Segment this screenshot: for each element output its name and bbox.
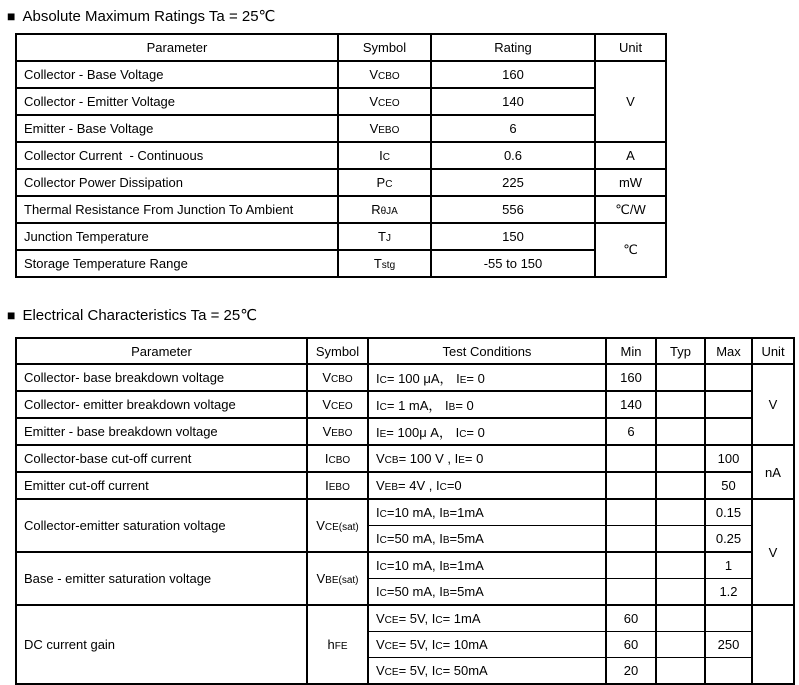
- unit-cell: ℃/W: [595, 196, 666, 223]
- parameter-cell: Collector-emitter saturation voltage: [16, 499, 307, 552]
- col-header-typ: Typ: [656, 338, 705, 364]
- test-conditions-cell: VEB= 4V , IC=0: [368, 472, 606, 499]
- parameter-cell: Collector Current - Continuous: [16, 142, 338, 169]
- electrical-characteristics-table: [15, 337, 795, 685]
- symbol-cell: VEBO: [338, 115, 431, 142]
- col-header-unit: Unit: [595, 34, 666, 61]
- typ-cell: [656, 364, 705, 391]
- col-header-symbol: Symbol: [307, 338, 368, 364]
- symbol-cell: VCE(sat): [307, 499, 368, 552]
- absolute-maximum-ratings-table: [15, 33, 667, 278]
- section-title-text: Absolute Maximum Ratings Ta = 25℃: [22, 8, 276, 25]
- rating-cell: 225: [431, 169, 595, 196]
- typ-cell: [656, 632, 705, 658]
- test-conditions-cell: VCE= 5V, IC= 1mA: [368, 605, 606, 632]
- min-cell: [606, 579, 656, 606]
- test-conditions-cell: VCB= 100 V , IE= 0: [368, 445, 606, 472]
- test-conditions-cell: IC=10 mA, IB=1mA: [368, 552, 606, 579]
- table-row: [16, 88, 666, 115]
- typ-cell: [656, 418, 705, 445]
- symbol-cell: hFE: [307, 605, 368, 684]
- table-row: [16, 61, 666, 88]
- col-header-symbol: Symbol: [338, 34, 431, 61]
- col-header-rating: Rating: [431, 34, 595, 61]
- typ-cell: [656, 579, 705, 606]
- table-row: [16, 605, 794, 632]
- max-cell: 0.15: [705, 499, 752, 526]
- parameter-cell: DC current gain: [16, 605, 307, 684]
- typ-cell: [656, 526, 705, 553]
- unit-cell: V: [595, 61, 666, 142]
- unit-cell: V: [752, 499, 794, 605]
- max-cell: 50: [705, 472, 752, 499]
- symbol-cell: IEBO: [307, 472, 368, 499]
- rating-cell: 556: [431, 196, 595, 223]
- unit-cell: V: [752, 364, 794, 445]
- table-row: [16, 223, 666, 250]
- table-row: [16, 391, 794, 418]
- test-conditions-cell: IC=50 mA, IB=5mA: [368, 579, 606, 606]
- col-header-unit: Unit: [752, 338, 794, 364]
- test-conditions-cell: VCE= 5V, IC= 50mA: [368, 658, 606, 685]
- parameter-cell: Base - emitter saturation voltage: [16, 552, 307, 605]
- table-row: [16, 472, 794, 499]
- parameter-cell: Junction Temperature: [16, 223, 338, 250]
- parameter-cell: Storage Temperature Range: [16, 250, 338, 277]
- parameter-cell: Emitter - Base Voltage: [16, 115, 338, 142]
- table-row: [16, 142, 666, 169]
- symbol-cell: ICBO: [307, 445, 368, 472]
- rating-cell: 6: [431, 115, 595, 142]
- symbol-cell: TJ: [338, 223, 431, 250]
- max-cell: [705, 658, 752, 685]
- symbol-cell: PC: [338, 169, 431, 196]
- parameter-cell: Collector- emitter breakdown voltage: [16, 391, 307, 418]
- max-cell: 0.25: [705, 526, 752, 553]
- typ-cell: [656, 499, 705, 526]
- test-conditions-cell: IC= 100 μA， IE= 0: [368, 364, 606, 391]
- section-title-absolute-maximum-ratings: [7, 7, 799, 25]
- col-header-test-conditions: Test Conditions: [368, 338, 606, 364]
- parameter-cell: Thermal Resistance From Junction To Ambient: [16, 196, 338, 223]
- bullet-square-icon: ■: [7, 307, 16, 323]
- rating-cell: -55 to 150: [431, 250, 595, 277]
- max-cell: 1: [705, 552, 752, 579]
- table-row: [16, 418, 794, 445]
- max-cell: 250: [705, 632, 752, 658]
- rating-cell: 140: [431, 88, 595, 115]
- table-row: [16, 499, 794, 526]
- table-row: [16, 364, 794, 391]
- test-conditions-cell: IE= 100μ A， IC= 0: [368, 418, 606, 445]
- symbol-cell: VCBO: [307, 364, 368, 391]
- test-conditions-cell: IC= 1 mA， IB= 0: [368, 391, 606, 418]
- rating-cell: 150: [431, 223, 595, 250]
- typ-cell: [656, 391, 705, 418]
- section-title-text: Electrical Characteristics Ta = 25℃: [22, 307, 258, 324]
- min-cell: 60: [606, 632, 656, 658]
- table-row: [16, 169, 666, 196]
- parameter-cell: Collector- base breakdown voltage: [16, 364, 307, 391]
- parameter-cell: Collector - Base Voltage: [16, 61, 338, 88]
- symbol-cell: VCEO: [338, 88, 431, 115]
- typ-cell: [656, 658, 705, 685]
- col-header-parameter: Parameter: [16, 34, 338, 61]
- symbol-cell: VBE(sat): [307, 552, 368, 605]
- rating-cell: 0.6: [431, 142, 595, 169]
- parameter-cell: Emitter - base breakdown voltage: [16, 418, 307, 445]
- table-header-row: [16, 338, 794, 364]
- section-title-electrical-characteristics: [7, 306, 799, 324]
- min-cell: [606, 526, 656, 553]
- typ-cell: [656, 552, 705, 579]
- test-conditions-cell: IC=10 mA, IB=1mA: [368, 499, 606, 526]
- parameter-cell: Collector - Emitter Voltage: [16, 88, 338, 115]
- unit-cell: nA: [752, 445, 794, 499]
- rating-cell: 160: [431, 61, 595, 88]
- unit-cell: [752, 605, 794, 684]
- col-header-parameter: Parameter: [16, 338, 307, 364]
- symbol-cell: VEBO: [307, 418, 368, 445]
- parameter-cell: Emitter cut-off current: [16, 472, 307, 499]
- min-cell: 60: [606, 605, 656, 632]
- parameter-cell: Collector Power Dissipation: [16, 169, 338, 196]
- min-cell: [606, 499, 656, 526]
- unit-cell: ℃: [595, 223, 666, 277]
- table-row: [16, 196, 666, 223]
- min-cell: [606, 445, 656, 472]
- min-cell: 140: [606, 391, 656, 418]
- table-row: [16, 250, 666, 277]
- test-conditions-cell: IC=50 mA, IB=5mA: [368, 526, 606, 553]
- parameter-cell: Collector-base cut-off current: [16, 445, 307, 472]
- typ-cell: [656, 445, 705, 472]
- symbol-cell: VCEO: [307, 391, 368, 418]
- max-cell: [705, 605, 752, 632]
- col-header-min: Min: [606, 338, 656, 364]
- table-row: [16, 552, 794, 579]
- unit-cell: mW: [595, 169, 666, 196]
- col-header-max: Max: [705, 338, 752, 364]
- min-cell: 6: [606, 418, 656, 445]
- test-conditions-cell: VCE= 5V, IC= 10mA: [368, 632, 606, 658]
- table-row: [16, 445, 794, 472]
- symbol-cell: Tstg: [338, 250, 431, 277]
- max-cell: [705, 364, 752, 391]
- max-cell: 100: [705, 445, 752, 472]
- max-cell: [705, 391, 752, 418]
- bullet-square-icon: ■: [7, 8, 16, 24]
- symbol-cell: VCBO: [338, 61, 431, 88]
- typ-cell: [656, 605, 705, 632]
- min-cell: [606, 472, 656, 499]
- symbol-cell: RθJA: [338, 196, 431, 223]
- min-cell: 20: [606, 658, 656, 685]
- max-cell: 1.2: [705, 579, 752, 606]
- min-cell: [606, 552, 656, 579]
- unit-cell: A: [595, 142, 666, 169]
- table-row: [16, 115, 666, 142]
- max-cell: [705, 418, 752, 445]
- table-header-row: [16, 34, 666, 61]
- typ-cell: [656, 472, 705, 499]
- min-cell: 160: [606, 364, 656, 391]
- symbol-cell: IC: [338, 142, 431, 169]
